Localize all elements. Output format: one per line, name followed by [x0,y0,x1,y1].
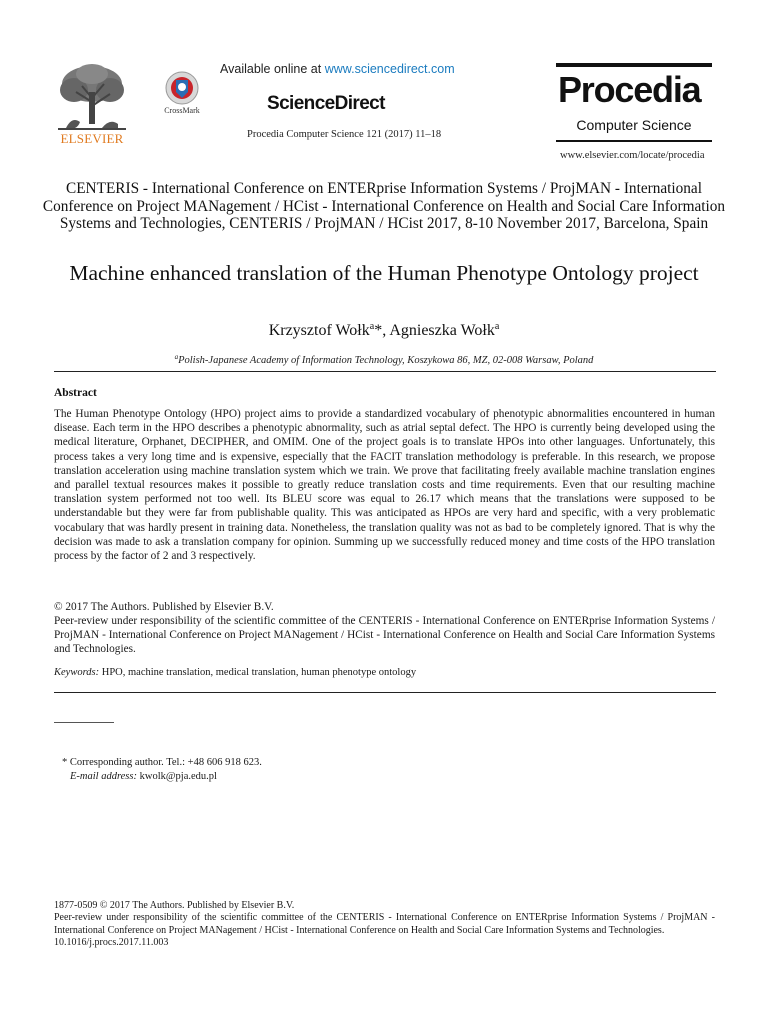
footnote-rule [54,722,114,723]
affiliation-marker: a [494,321,500,332]
abstract-heading: Abstract [54,387,97,399]
corresponding-marker: * [374,322,383,339]
abstract-text: The Human Phenotype Ontology (HPO) project aims to provide a standardized vocabulary of phenotypic abnormalities encountered in human disease. Each term in the HPO describes a phenotypic abnormality, such as atrial septal defect. The HPO is currently being developed using the medical literature, Orphanet, DECIPHER, and OMIM. One of the project goals is to translate HPOs into other languages. Unfortunately, this process takes a very long time and is expensive, especially that the FACIT translation methodology is preferable. In this research, we propose translation acceleration using machine translation system which we train. We prove that facilitating freely available machine translation engines and parallel textual resources makes it possible to greatly reduce translation costs and time requirements. Even that our resulting machine translation system performed not too well. Its BLEU score was equal to 26.17 which means that the translations were supposed to be understandable but they were far from publishable quality. This was anticipated as HPOs are very hard and specific, with a very problematic vocabulary that was hardly present in training data. Nonetheless, the translation quality was not as bad to be completely ignored. That is why the decision was made to ask a translation company for opinion. Summing up we successfully reduced money and time costs of the HPO translation process by the factor of 2 and 3 respectively. [54,408,715,563]
procedia-subtitle: Computer Science [576,117,692,133]
sciencedirect-link[interactable]: www.sciencedirect.com [324,62,455,76]
keywords-text: HPO, machine translation, medical translation, human phenotype ontology [101,667,417,678]
divider [54,371,716,372]
affiliation-marker: a [369,321,375,332]
journal-url-link[interactable]: www.elsevier.com/locate/procedia [560,150,705,161]
procedia-logo: Procedia [558,69,701,110]
conference-name: CENTERIS - International Conference on ENTERprise Information Systems / ProjMAN - International Conference on Project MANagement / HCist - International Conference on Health and Social Care Information Systems and Technologies, CENTERIS / ProjMAN / HCist 2017, 8-10 November 2017, Barcelona, Spain [42,180,726,232]
keywords-label: Keywords: [54,667,100,678]
available-online-line [220,62,455,76]
sciencedirect-logo: ScienceDirect [267,93,385,114]
issn-line: 1877-0509 © 2017 The Authors. Published by Elsevier B.V. [54,900,295,911]
affiliation-marker: a [174,353,179,361]
author-name: Krzysztof Wołk [268,322,370,339]
crossmark-label: CrossMark [164,106,200,115]
divider [54,692,716,693]
keywords-line [54,667,416,678]
email-note [70,771,217,782]
bottom-matter [54,900,715,949]
paper-title: Machine enhanced translation of the Human Phenotype Ontology project [69,261,699,285]
affiliation [40,353,728,366]
author-name: Agnieszka Wołk [389,322,495,339]
email-label: E-mail address: [70,771,137,782]
elsevier-wordmark: ELSEVIER [60,131,124,146]
available-prefix: Available online at [220,62,322,76]
bottom-peer-review: Peer-review under responsibility of the scientific committee of the CENTERIS - International Conference on ENTERprise Information Systems / ProjMAN - International Conference on Project MANagement / HCist - International Conference on Health and Social Care Information Systems and Technologies. [54,912,715,936]
author-separator: , [382,322,390,339]
peer-review-statement: Peer-review under responsibility of the scientific committee of the CENTERIS - International Conference on ENTERprise Information Systems / ProjMAN - International Conference on Project MANagement / HCist - International Conference on Health and Social Care Information Systems and Technologies. [54,615,715,656]
email-link[interactable]: kwolk@pja.edu.pl [139,771,217,782]
author-list [40,321,728,340]
corresponding-author-note: * Corresponding author. Tel.: +48 606 918 623. [62,757,262,768]
doi-line[interactable]: 10.1016/j.procs.2017.11.003 [54,936,169,948]
journal-citation: Procedia Computer Science 121 (2017) 11–18 [247,129,442,140]
affiliation-text: Polish-Japanese Academy of Information Technology, Koszykowa 86, MZ, 02-008 Warsaw, Poland [178,355,594,366]
copyright-line: © 2017 The Authors. Published by Elsevier B.V. [54,601,274,613]
